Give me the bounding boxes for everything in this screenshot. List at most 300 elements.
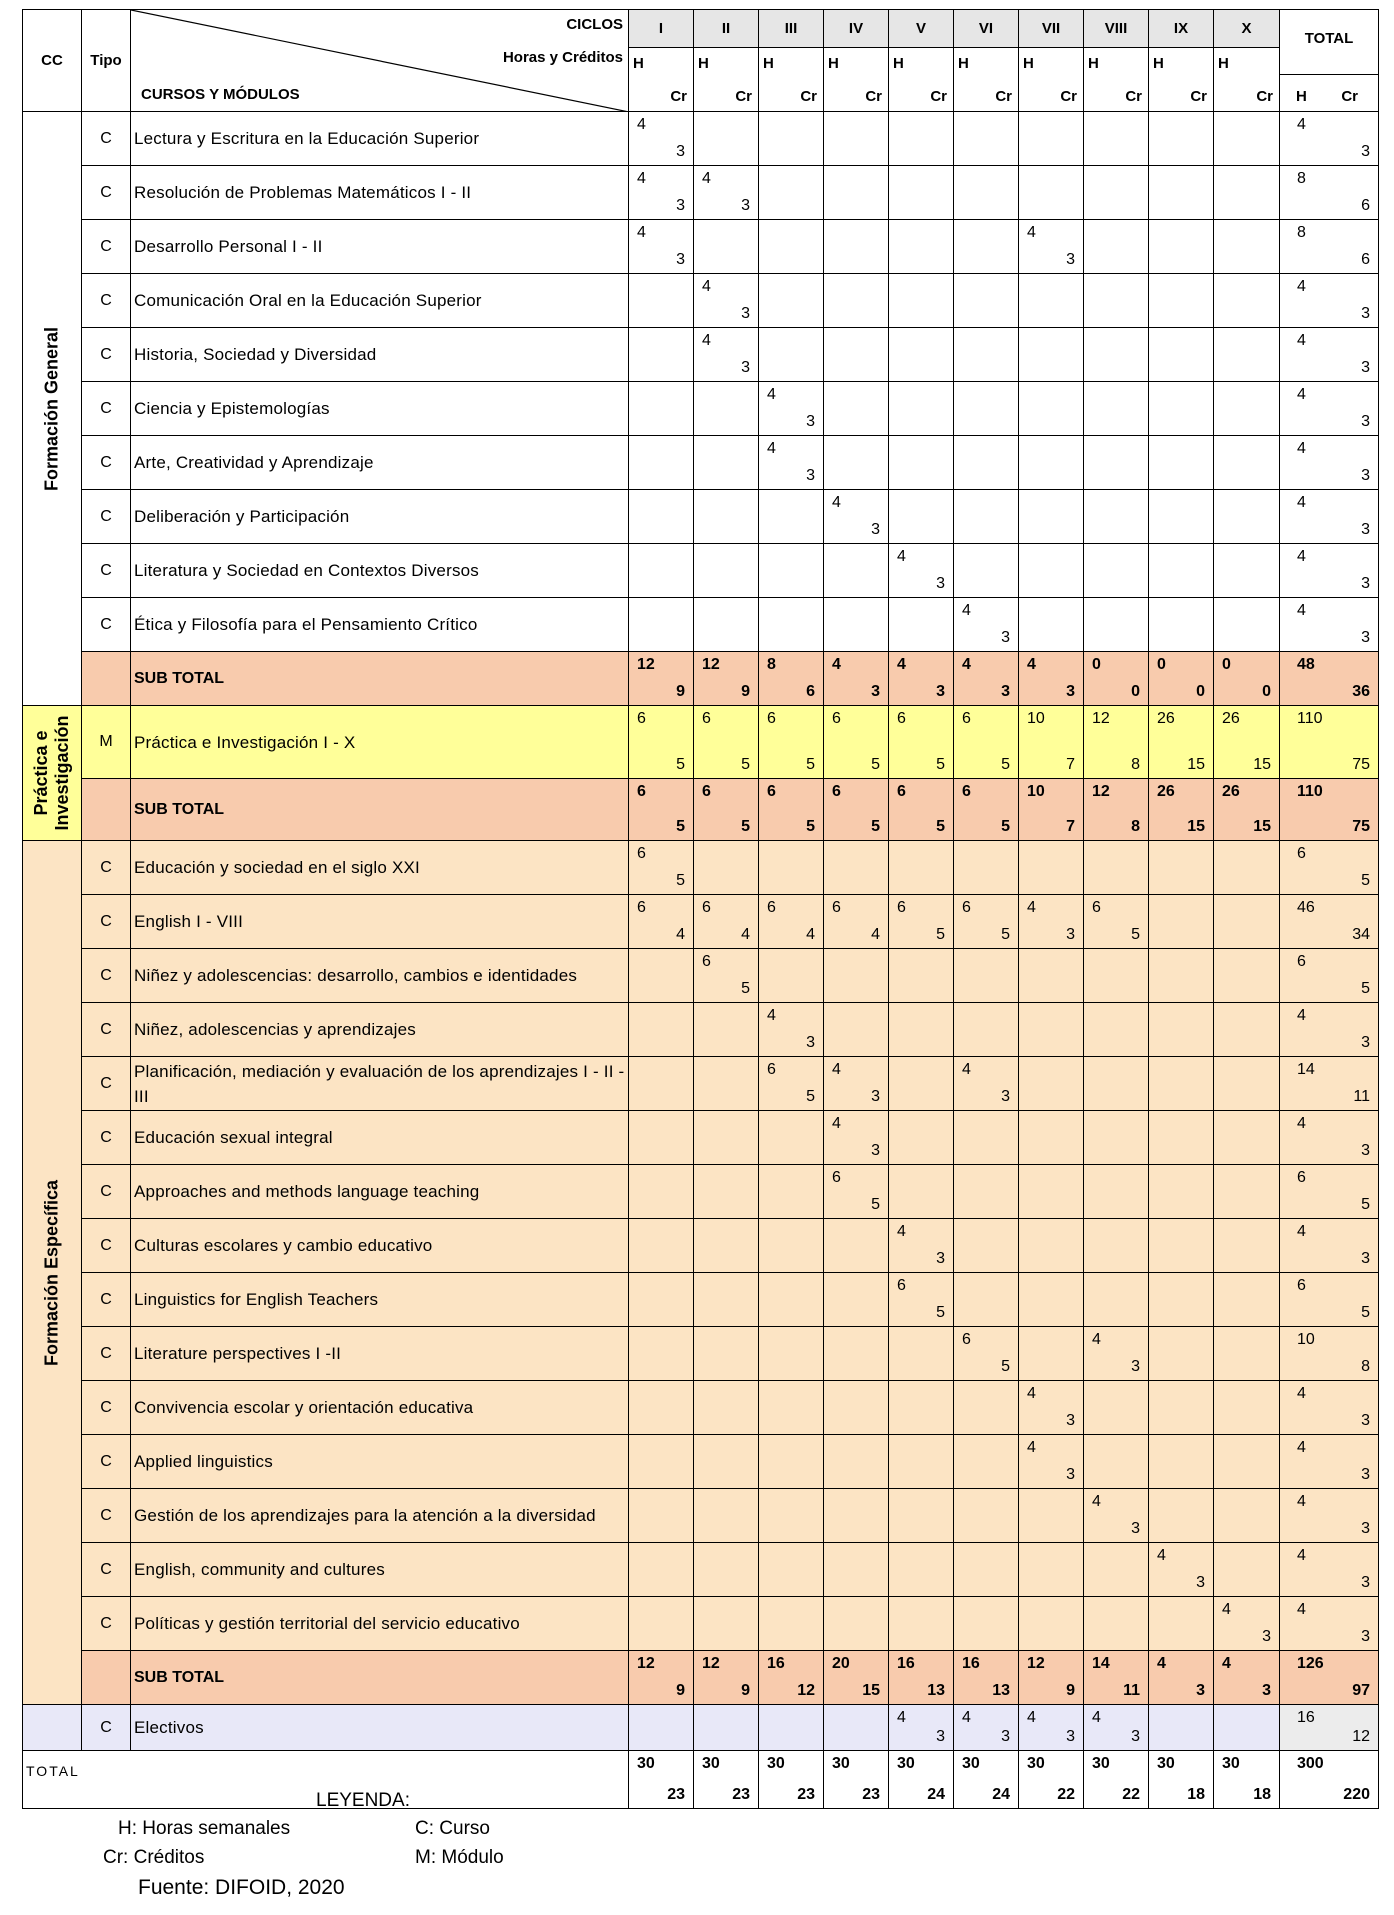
hours-value: 4 [962, 1709, 971, 1726]
cr-label: Cr [930, 88, 947, 105]
empty-cell [759, 220, 824, 274]
hours-value: 12 [702, 1655, 720, 1672]
hours-value: 110 [1297, 710, 1323, 727]
empty-cell [759, 112, 824, 166]
course-type: C [82, 1597, 131, 1651]
subtotal-cell [1019, 652, 1084, 706]
empty-cell [694, 1165, 759, 1219]
cycle-cell [1019, 706, 1084, 779]
subtotal-row [23, 779, 1379, 841]
cr-label: Cr [865, 88, 882, 105]
grand-total-total-cell [1280, 1751, 1379, 1809]
empty-cell [759, 1435, 824, 1489]
subtotal-cell [1019, 1651, 1084, 1705]
section-label-text: Formación Específica [41, 1179, 62, 1366]
empty-cell [1214, 1705, 1280, 1751]
hours-value: 30 [637, 1755, 655, 1772]
empty-cell [954, 166, 1019, 220]
empty-cell [694, 112, 759, 166]
empty-cell [1019, 1057, 1084, 1111]
empty-cell [1084, 841, 1149, 895]
cycle-cell [759, 1003, 824, 1057]
hours-value: 4 [637, 170, 646, 187]
empty-cell [759, 1111, 824, 1165]
empty-cell [759, 1705, 824, 1751]
cycle-cell [954, 598, 1019, 652]
hours-value: 14 [1092, 1655, 1110, 1672]
empty-cell [889, 1327, 954, 1381]
credits-value: 97 [1352, 1682, 1370, 1699]
credits-value: 75 [1352, 818, 1370, 835]
empty-cell [954, 1111, 1019, 1165]
empty-cell [1149, 382, 1214, 436]
hours-value: 4 [1297, 1547, 1306, 1564]
empty-cell [954, 544, 1019, 598]
cycle-cell [1019, 220, 1084, 274]
course-name: Desarrollo Personal I - II [131, 220, 629, 274]
row-total-cell [1280, 841, 1379, 895]
credits-value: 3 [1361, 521, 1370, 538]
empty-cell [1084, 436, 1149, 490]
empty-cell [824, 436, 889, 490]
grand-total-cell [954, 1751, 1019, 1809]
hours-value: 6 [962, 710, 971, 727]
hours-value: 4 [1157, 1655, 1166, 1672]
course-name: Educación y sociedad en el siglo XXI [131, 841, 629, 895]
credits-value: 22 [1122, 1786, 1140, 1803]
empty-cell [1214, 544, 1280, 598]
course-row [23, 1111, 1379, 1165]
empty-cell [889, 1057, 954, 1111]
credits-value: 15 [1187, 756, 1205, 773]
empty-cell [1214, 382, 1280, 436]
course-type: C [82, 598, 131, 652]
cycle-cell [1019, 1381, 1084, 1435]
hours-value: 6 [702, 783, 711, 800]
empty-cell [954, 220, 1019, 274]
credits-value: 22 [1057, 1786, 1075, 1803]
hours-value: 4 [702, 170, 711, 187]
credits-value: 7 [1066, 818, 1075, 835]
cycle-cell [1019, 895, 1084, 949]
hours-value: 6 [897, 1277, 906, 1294]
row-total-cell [1280, 706, 1379, 779]
empty-cell [629, 328, 694, 382]
empty-cell [1149, 598, 1214, 652]
hours-value: 12 [1092, 783, 1110, 800]
cycle-cell [1019, 1435, 1084, 1489]
cycle-cell [694, 328, 759, 382]
empty-cell [1019, 1597, 1084, 1651]
header-tipo: Tipo [82, 10, 131, 112]
row-total-cell [1280, 949, 1379, 1003]
empty-cell [824, 1435, 889, 1489]
row-total-cell [1280, 1597, 1379, 1651]
course-name: Resolución de Problemas Matemáticos I - II [131, 166, 629, 220]
credits-value: 3 [1066, 251, 1075, 268]
cycle-cell [954, 1057, 1019, 1111]
empty-cell [824, 1327, 889, 1381]
cycle-cell [629, 220, 694, 274]
empty-cell [1149, 436, 1214, 490]
cycle-cell [954, 706, 1019, 779]
course-type: C [82, 1543, 131, 1597]
total-header [1280, 10, 1379, 112]
cr-label: Cr [1060, 88, 1077, 105]
credits-value: 5 [936, 1304, 945, 1321]
empty-cell [759, 1381, 824, 1435]
section-label-text: Formación General [41, 326, 62, 491]
empty-cell [1214, 598, 1280, 652]
empty-cell [629, 1705, 694, 1751]
empty-cell [1019, 1273, 1084, 1327]
empty-cell [1019, 1327, 1084, 1381]
empty-cell [954, 490, 1019, 544]
course-type: C [82, 895, 131, 949]
credits-value: 3 [936, 1250, 945, 1267]
cursos-label: CURSOS Y MÓDULOS [141, 86, 300, 103]
empty-cell [889, 274, 954, 328]
credits-value: 4 [676, 926, 685, 943]
credits-value: 3 [1066, 683, 1075, 700]
hours-value: 6 [637, 845, 646, 862]
credits-value: 3 [1196, 1682, 1205, 1699]
hours-value: 4 [1297, 1115, 1306, 1132]
credits-value: 9 [676, 1682, 685, 1699]
empty-cell [1214, 1219, 1280, 1273]
empty-cell [629, 1597, 694, 1651]
credits-value: 15 [1187, 818, 1205, 835]
course-row [23, 220, 1379, 274]
hours-value: 4 [702, 278, 711, 295]
h-label: H [1023, 55, 1034, 72]
hours-value: 30 [1222, 1755, 1240, 1772]
hours-value: 4 [1222, 1601, 1231, 1618]
hours-value: 6 [832, 1169, 841, 1186]
empty-cell [1019, 490, 1084, 544]
credits-value: 8 [1361, 1358, 1370, 1375]
credits-value: 5 [741, 980, 750, 997]
course-type: C [82, 1489, 131, 1543]
cycle-cell [889, 895, 954, 949]
empty-cell [629, 382, 694, 436]
cycle-header-ix: IX [1149, 10, 1214, 48]
empty-cell [1084, 1273, 1149, 1327]
empty-cell [694, 1489, 759, 1543]
empty-cell [694, 1111, 759, 1165]
empty-cell [694, 544, 759, 598]
hours-value: 26 [1157, 710, 1175, 727]
empty-cell [824, 1381, 889, 1435]
hc-header-vii [1019, 48, 1084, 112]
hours-value: 4 [1297, 548, 1306, 565]
cycle-cell [759, 706, 824, 779]
empty-cell [1149, 1111, 1214, 1165]
cycle-header-i: I [629, 10, 694, 48]
hours-value: 30 [767, 1755, 785, 1772]
credits-value: 5 [676, 872, 685, 889]
section-label-text: Práctica e Investigación [31, 715, 72, 831]
subtotal-cell [694, 779, 759, 841]
credits-value: 5 [1001, 818, 1010, 835]
hours-value: 12 [637, 1655, 655, 1672]
cycle-cell [629, 706, 694, 779]
credits-value: 5 [1001, 926, 1010, 943]
hours-value: 12 [637, 656, 655, 673]
credits-value: 3 [871, 521, 880, 538]
empty-cell [1214, 220, 1280, 274]
row-total-cell [1280, 1003, 1379, 1057]
credits-value: 8 [1131, 818, 1140, 835]
course-type: C [82, 544, 131, 598]
empty-cell [694, 1705, 759, 1751]
course-type: C [82, 490, 131, 544]
hours-value: 6 [897, 783, 906, 800]
hours-value: 30 [897, 1755, 915, 1772]
empty-cell [759, 1219, 824, 1273]
hc-header-ii [694, 48, 759, 112]
subtotal-total-cell [1280, 1651, 1379, 1705]
cycle-cell [824, 1057, 889, 1111]
hc-header-iv [824, 48, 889, 112]
empty-cell [1084, 112, 1149, 166]
hours-value: 4 [1222, 1655, 1231, 1672]
empty-cell [1084, 1111, 1149, 1165]
hc-header-v [889, 48, 954, 112]
course-type: C [82, 436, 131, 490]
empty-cell [1149, 1489, 1214, 1543]
empty-cell [1214, 895, 1280, 949]
empty-cell [824, 949, 889, 1003]
empty-cell [1084, 1165, 1149, 1219]
empty-cell [889, 112, 954, 166]
credits-value: 4 [806, 926, 815, 943]
hours-value: 6 [962, 783, 971, 800]
credits-value: 3 [1361, 1574, 1370, 1591]
credits-value: 23 [667, 1786, 685, 1803]
total-h-label: H [1296, 88, 1307, 105]
hours-value: 4 [832, 1061, 841, 1078]
empty-cell [1084, 1543, 1149, 1597]
row-total-cell [1280, 1111, 1379, 1165]
hours-value: 4 [1027, 1439, 1036, 1456]
course-type: C [82, 1111, 131, 1165]
grand-total-cell [889, 1751, 954, 1809]
cycle-cell [759, 895, 824, 949]
empty-cell [1084, 544, 1149, 598]
cr-label: Cr [995, 88, 1012, 105]
cr-label: Cr [1190, 88, 1207, 105]
grand-total-cell [824, 1751, 889, 1809]
credits-value: 8 [1131, 756, 1140, 773]
total-header-label: TOTAL [1304, 30, 1354, 47]
empty-cell [1214, 949, 1280, 1003]
hours-value: 8 [1297, 224, 1306, 241]
empty-cell [1214, 274, 1280, 328]
empty-cell [1149, 1273, 1214, 1327]
credits-value: 5 [1001, 1358, 1010, 1375]
hours-value: 30 [1092, 1755, 1110, 1772]
hours-value: 12 [1027, 1655, 1045, 1672]
empty-cell [694, 1597, 759, 1651]
course-type: C [82, 166, 131, 220]
empty-cell [1149, 220, 1214, 274]
hours-value: 4 [1297, 1385, 1306, 1402]
empty-cell [694, 490, 759, 544]
empty-cell [824, 1273, 889, 1327]
course-type: C [82, 1057, 131, 1111]
hours-value: 6 [1297, 1169, 1306, 1186]
hours-value: 4 [962, 656, 971, 673]
empty-cell [1149, 1705, 1214, 1751]
credits-value: 3 [741, 197, 750, 214]
credits-value: 5 [936, 818, 945, 835]
empty-cell [1019, 436, 1084, 490]
empty-cell [1214, 1489, 1280, 1543]
cycle-cell [824, 490, 889, 544]
credits-value: 9 [741, 683, 750, 700]
empty-cell [1019, 1219, 1084, 1273]
empty-cell [1149, 1219, 1214, 1273]
subtotal-cell [1084, 652, 1149, 706]
credits-value: 9 [676, 683, 685, 700]
hours-value: 6 [637, 899, 646, 916]
credits-value: 6 [1361, 197, 1370, 214]
hours-value: 4 [637, 116, 646, 133]
cycle-header-ii: II [694, 10, 759, 48]
empty-cell [1214, 1327, 1280, 1381]
course-row [23, 1165, 1379, 1219]
subtotal-cell [889, 1651, 954, 1705]
empty-cell [694, 220, 759, 274]
credits-value: 3 [1361, 629, 1370, 646]
hours-value: 30 [702, 1755, 720, 1772]
hours-value: 4 [897, 548, 906, 565]
course-name: Comunicación Oral en la Educación Superior [131, 274, 629, 328]
credits-value: 220 [1343, 1786, 1370, 1803]
subtotal-cell [1214, 652, 1280, 706]
empty-cell [1214, 490, 1280, 544]
credits-value: 3 [741, 305, 750, 322]
subtotal-cell [694, 652, 759, 706]
empty-cell [1149, 1057, 1214, 1111]
credits-value: 5 [741, 818, 750, 835]
empty-cell [694, 1327, 759, 1381]
course-type: C [82, 949, 131, 1003]
subtotal-cell [629, 1651, 694, 1705]
hours-value: 4 [767, 386, 776, 403]
cycle-cell [889, 544, 954, 598]
empty-cell [824, 1003, 889, 1057]
credits-value: 3 [1361, 1520, 1370, 1537]
empty-cell [1019, 949, 1084, 1003]
row-total-cell [1280, 1435, 1379, 1489]
credits-value: 3 [871, 1142, 880, 1159]
empty-cell [889, 436, 954, 490]
empty-cell [1214, 841, 1280, 895]
course-row [23, 382, 1379, 436]
empty-cell [889, 1435, 954, 1489]
h-label: H [1153, 55, 1164, 72]
hours-value: 6 [897, 710, 906, 727]
hc-header-viii [1084, 48, 1149, 112]
empty-cell [1149, 1165, 1214, 1219]
course-row [23, 1489, 1379, 1543]
course-row [23, 841, 1379, 895]
subtotal-cell [694, 1651, 759, 1705]
credits-value: 3 [1361, 143, 1370, 160]
course-type: C [82, 1381, 131, 1435]
credits-value: 15 [1253, 756, 1271, 773]
course-type: C [82, 1219, 131, 1273]
empty-cell [1019, 1165, 1084, 1219]
cr-label: Cr [670, 88, 687, 105]
cr-label: Cr [1256, 88, 1273, 105]
course-row [23, 328, 1379, 382]
row-total-cell [1280, 490, 1379, 544]
course-type: C [82, 274, 131, 328]
empty-cell [824, 274, 889, 328]
credits-value: 3 [1361, 467, 1370, 484]
course-row [23, 490, 1379, 544]
h-label: H [763, 55, 774, 72]
cycle-cell [1149, 706, 1214, 779]
credits-value: 3 [1001, 683, 1010, 700]
empty-cell [824, 112, 889, 166]
credits-value: 15 [1253, 818, 1271, 835]
cycle-cell [759, 1057, 824, 1111]
subtotal-cell [954, 779, 1019, 841]
empty-cell [889, 1597, 954, 1651]
cycle-cell [694, 895, 759, 949]
hours-value: 30 [832, 1755, 850, 1772]
course-name: Approaches and methods language teaching [131, 1165, 629, 1219]
course-type: C [82, 841, 131, 895]
course-row [23, 1057, 1379, 1111]
credits-value: 3 [806, 1034, 815, 1051]
hours-value: 6 [702, 953, 711, 970]
subtotal-tipo [82, 1651, 131, 1705]
h-label: H [828, 55, 839, 72]
credits-value: 11 [1353, 1088, 1370, 1105]
empty-cell [694, 1435, 759, 1489]
cycle-cell [824, 1111, 889, 1165]
subtotal-cell [824, 779, 889, 841]
hours-value: 6 [1297, 845, 1306, 862]
empty-cell [824, 166, 889, 220]
cycle-header-iv: IV [824, 10, 889, 48]
grand-total-cell [694, 1751, 759, 1809]
empty-cell [1149, 1327, 1214, 1381]
cycle-cell [954, 895, 1019, 949]
empty-cell [824, 1489, 889, 1543]
course-name: Planificación, mediación y evaluación de los aprendizajes I - II - III [131, 1057, 629, 1111]
empty-cell [1019, 382, 1084, 436]
course-type: C [82, 1273, 131, 1327]
empty-cell [629, 1435, 694, 1489]
hours-value: 4 [1297, 332, 1306, 349]
subtotal-label: SUB TOTAL [131, 779, 629, 841]
hc-header-ix [1149, 48, 1214, 112]
empty-cell [629, 949, 694, 1003]
empty-cell [889, 1381, 954, 1435]
horas-creditos-label: Horas y Créditos [502, 49, 623, 66]
empty-cell [1214, 166, 1280, 220]
hours-value: 30 [1157, 1755, 1175, 1772]
empty-cell [1019, 112, 1084, 166]
hours-value: 12 [702, 656, 720, 673]
course-row [23, 112, 1379, 166]
